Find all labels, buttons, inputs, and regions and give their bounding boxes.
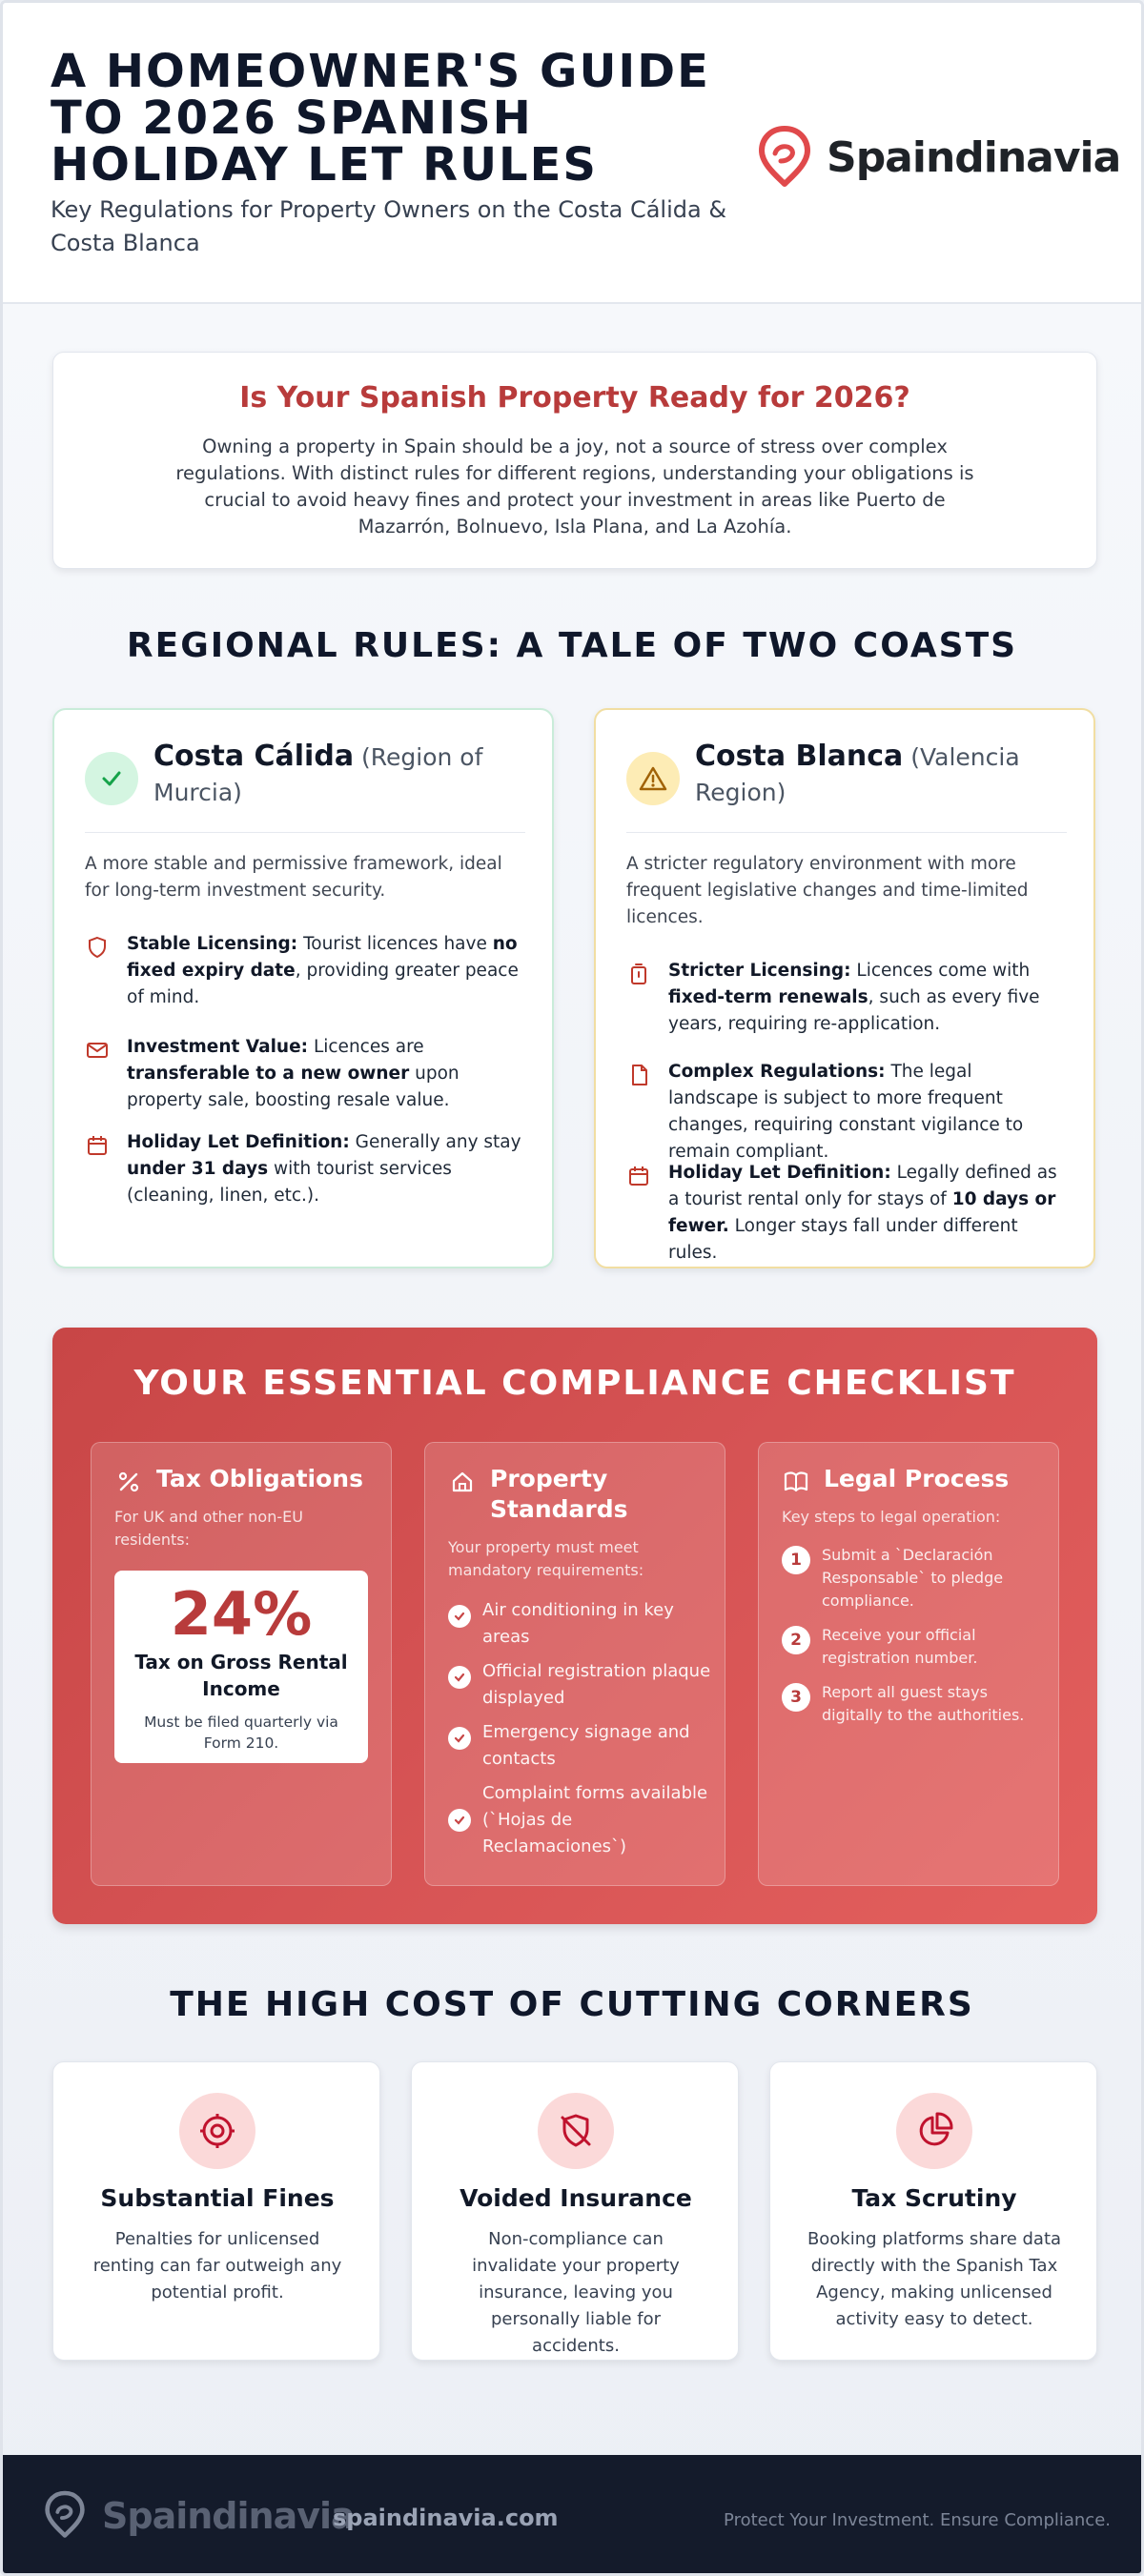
cost-text: Booking platforms share data directly with the Spanish Tax Agency, making unlicensed activity easy to detect. [807, 2229, 1062, 2329]
property-standards-panel: Property Standards Your property must meet mandatory requirements: Air conditioning in key areas Official registration plaque displayed Emergency signage and contacts Complaint forms available (`Hojas de Reclamaciones`) [424, 1442, 725, 1886]
page-title: A HOMEOWNER'S GUIDE TO 2026 SPANISH HOLIDAY LET RULES [51, 45, 710, 192]
document-icon [626, 1063, 651, 1087]
tax-obligations-panel [91, 1442, 392, 1886]
home-icon [448, 1468, 477, 1496]
compliance-checklist [52, 1328, 1097, 1924]
cost-card-insurance [411, 2061, 739, 2361]
panel-note: Your property must meet mandatory requirements: [448, 1538, 644, 1579]
tax-label: Tax on Gross Rental Income [134, 1651, 348, 1700]
intro-card [52, 352, 1097, 569]
panel-heading: Legal Process [824, 1465, 1010, 1492]
footer-url-link[interactable]: spaindinavia.com [333, 2505, 559, 2531]
location-pin-icon [43, 2489, 87, 2541]
checklist-title: YOUR ESSENTIAL COMPLIANCE CHECKLIST [133, 1364, 1016, 1403]
costs-title: THE HIGH COST OF CUTTING CORNERS [170, 1985, 974, 2024]
shield-icon [85, 935, 110, 960]
cost-title: Substantial Fines [100, 2184, 335, 2212]
footer [3, 2455, 1141, 2576]
cost-card-tax [769, 2061, 1097, 2361]
calendar-icon [626, 1164, 651, 1188]
intro-heading: Is Your Spanish Property Ready for 2026? [239, 381, 910, 415]
panel-heading: Property Standards [490, 1465, 628, 1523]
location-pin-icon [756, 125, 813, 190]
check-icon [85, 752, 138, 805]
calendar-icon [85, 1133, 110, 1158]
check-icon [448, 1809, 471, 1832]
region-description: A more stable and permissive framework, ideal for long-term investment security. [85, 854, 502, 901]
tax-percent: 24% [170, 1579, 313, 1649]
region-name: Costa Blanca (Valencia Region) [695, 740, 1020, 806]
percent-icon [114, 1468, 143, 1496]
panel-note: Key steps to legal operation: [782, 1508, 1001, 1526]
region-name: Costa Cálida (Region of Murcia) [153, 740, 483, 806]
region-card-costa-calida: Costa Cálida (Region of Murcia) A more stable and permissive framework, ideal for long-term investment security. Stable Licensing: Tourist licences have no fixed expiry date, providing greater peace of mind. Investment Value: Licences are transferable to a new owner upon property sale, boosting resale value. Holiday Let Definition: Generally any stay under 31 days with tourist services (cleaning, linen, etc.). [52, 708, 554, 1268]
divider [85, 832, 525, 833]
tax-note: Must be filed quarterly via Form 210. [144, 1714, 338, 1752]
brand-name: Spaindinavia [827, 132, 1121, 182]
cost-card-fines [52, 2061, 380, 2361]
panel-note: For UK and other non-EU residents: [114, 1508, 303, 1549]
check-icon [448, 1727, 471, 1750]
header [3, 3, 1141, 304]
page-subtitle: Key Regulations for Property Owners on the Costa Cálida & Costa Blanca [51, 196, 727, 256]
check-icon [448, 1605, 471, 1628]
footer-tagline: Protect Your Investment. Ensure Compliance. [724, 2510, 1111, 2530]
footer-brand: Spaindinavia [102, 2495, 355, 2537]
cost-title: Voided Insurance [460, 2184, 692, 2212]
shield-off-icon [538, 2093, 614, 2169]
intro-body: Owning a property in Spain should be a joy, not a source of stress over complex regulations. With distinct rules for different regions, understanding your obligations is crucial to avoid heavy fines and protect your investment in areas like Puerto de Mazarrón, Bolnuevo, Isla Plana, and La Azohía. [175, 436, 974, 538]
panel-heading: Tax Obligations [156, 1465, 363, 1492]
region-description: A stricter regulatory environment with more frequent legislative changes and time-limited licences. [626, 854, 1029, 927]
fine-icon [179, 2093, 255, 2169]
brand-logo[interactable] [756, 119, 1120, 195]
timer-icon [626, 962, 651, 986]
check-icon [448, 1666, 471, 1689]
tax-rate-box [114, 1571, 368, 1763]
regional-title: REGIONAL RULES: A TALE OF TWO COASTS [126, 626, 1018, 665]
divider [626, 832, 1067, 833]
region-card-costa-blanca: Costa Blanca (Valencia Region) A stricter regulatory environment with more frequent legislative changes and time-limited licences. Stricter Licensing: Licences come with fixed-term renewals, such as every five years, requiring re-application. Complex Regulations: The legal landscape is subject to more frequent changes, requiring constant vigilance to remain compliant. Holiday Let Definition: Legally defined as a tourist rental only for stays of 10 days or fewer. Longer stays fall under different rules. [594, 708, 1095, 1268]
cost-text: Non-compliance can invalidate your property insurance, leaving you personally liable for accidents. [472, 2229, 680, 2356]
pie-chart-icon [896, 2093, 972, 2169]
legal-process-panel: Legal Process Key steps to legal operation: 1 Submit a `Declaración Responsable` to pledge compliance. 2 Receive your official registration number. 3 Report all guest stays digitally to the authorities. [758, 1442, 1059, 1886]
book-icon [782, 1468, 810, 1496]
envelope-icon [85, 1038, 110, 1063]
cost-text: Penalties for unlicensed renting can far outweigh any potential profit. [92, 2229, 342, 2302]
warning-icon [626, 752, 680, 805]
cost-title: Tax Scrutiny [851, 2184, 1017, 2212]
